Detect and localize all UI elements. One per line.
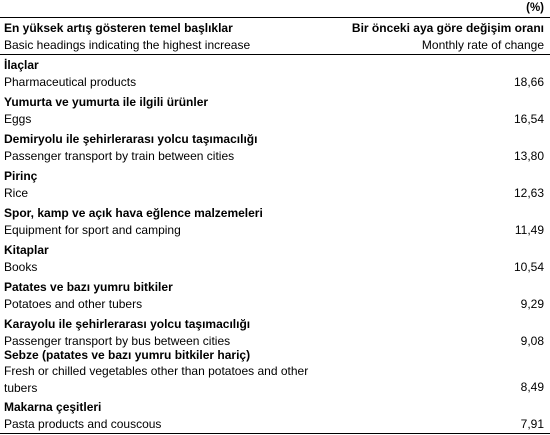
row-title-english: Books bbox=[4, 260, 38, 274]
row-value: 9,08 bbox=[520, 334, 544, 348]
unit-label: (%) bbox=[526, 2, 544, 14]
row-title-english: Potatoes and other tubers bbox=[4, 297, 143, 311]
row-title-turkish: Yumurta ve yumurta ile ilgili ürünler bbox=[4, 95, 209, 109]
row-title-turkish: Demiryolu ile şehirlerarası yolcu taşımacılığı bbox=[4, 132, 258, 146]
header-right-english: Monthly rate of change bbox=[421, 38, 544, 52]
row-title-turkish: Karayolu ile şehirlerarası yolcu taşımacılığı bbox=[4, 317, 251, 331]
row-title-turkish: Sebze (patates ve bazı yumru bitkiler hariç) bbox=[4, 348, 251, 362]
row-title-english: Equipment for sport and camping bbox=[4, 223, 181, 237]
row-value: 11,49 bbox=[514, 223, 544, 237]
row-title-turkish: Spor, kamp ve açık hava eğlence malzemeleri bbox=[4, 206, 263, 220]
header-left-english: Basic headings indicating the highest increase bbox=[4, 38, 251, 52]
header-right-turkish: Bir önceki aya göre değişim oranı bbox=[351, 21, 544, 35]
row-value: 9,29 bbox=[520, 297, 544, 311]
header-rule bbox=[0, 54, 550, 55]
row-title-english: Pharmaceutical products bbox=[4, 75, 137, 89]
row-title-turkish: Makarna çeşitleri bbox=[4, 400, 102, 414]
row-value: 16,54 bbox=[513, 112, 544, 126]
row-value: 12,63 bbox=[513, 186, 544, 200]
row-value: 13,80 bbox=[513, 149, 544, 163]
row-title-turkish: İlaçlar bbox=[4, 58, 39, 72]
row-value: 18,66 bbox=[513, 75, 544, 89]
row-title-turkish: Pirinç bbox=[4, 169, 38, 183]
row-title-english: Passenger transport by train between cities bbox=[4, 149, 235, 163]
row-title-english: Eggs bbox=[4, 112, 32, 126]
row-title-english: Rice bbox=[4, 186, 29, 200]
row-title-turkish: Kitaplar bbox=[4, 243, 49, 257]
row-title-turkish: Patates ve bazı yumru bitkiler bbox=[4, 280, 173, 294]
row-title-english: Pasta products and couscous bbox=[4, 417, 162, 431]
top-rule bbox=[0, 17, 550, 18]
bottom-rule bbox=[0, 433, 550, 434]
row-value: 7,91 bbox=[520, 417, 544, 431]
header-left-turkish: En yüksek artış gösteren temel başlıklar bbox=[4, 21, 233, 35]
row-value: 8,49 bbox=[520, 380, 544, 394]
row-value: 10,54 bbox=[513, 260, 544, 274]
row-title-english: Fresh or chilled vegetables other than potatoes and other tubers bbox=[4, 364, 309, 395]
row-title-english: Passenger transport by bus between cities bbox=[4, 334, 231, 348]
